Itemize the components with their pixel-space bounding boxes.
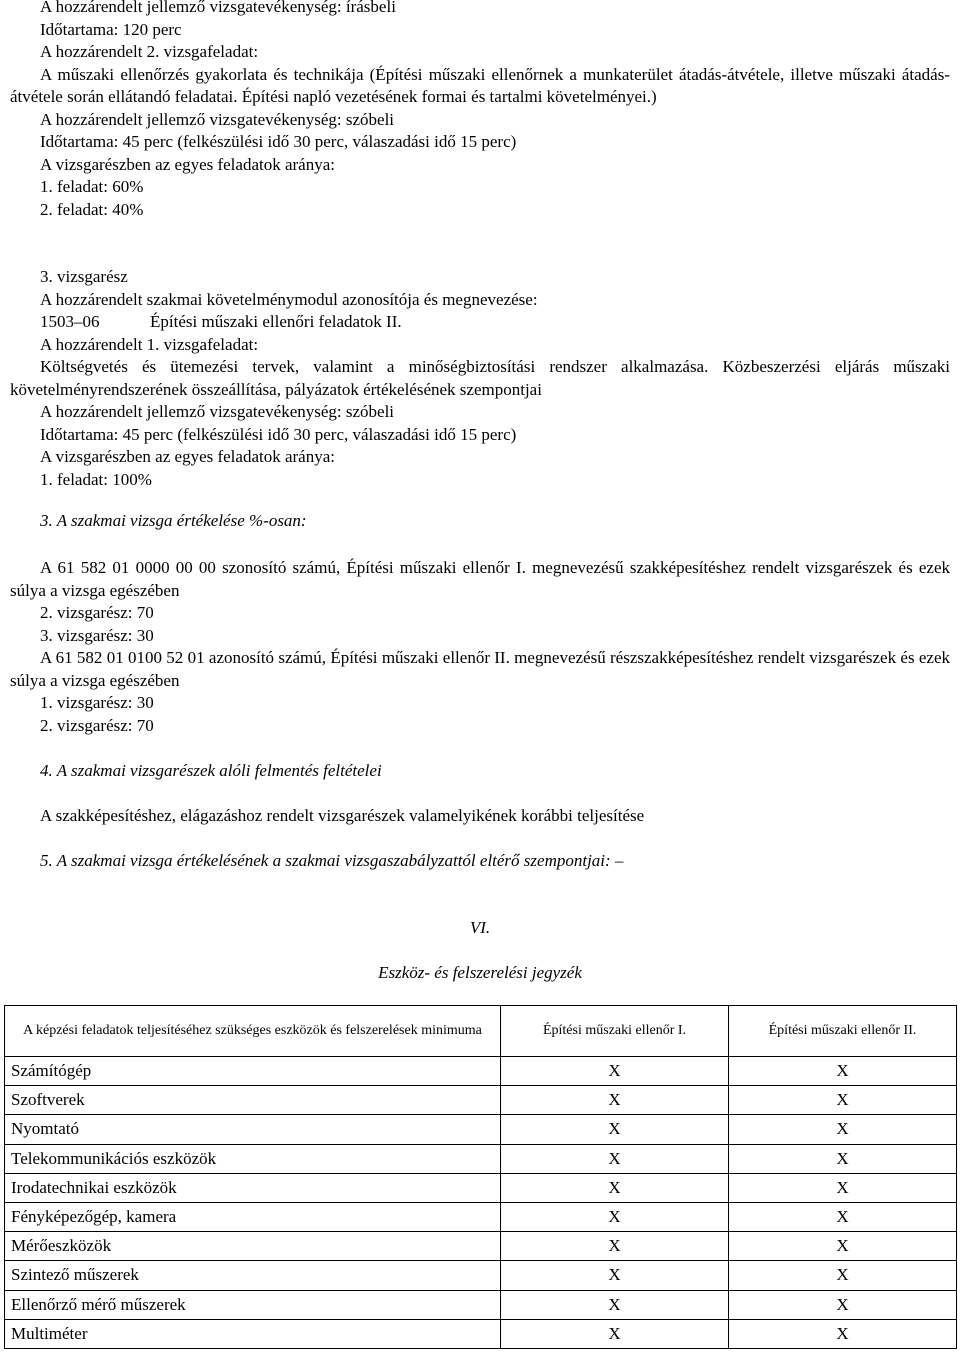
- module-name: Építési műszaki ellenőri feladatok II.: [150, 312, 402, 331]
- part-3-heading: 3. vizsgarész: [40, 267, 128, 286]
- equipment-name: Számítógép: [5, 1057, 501, 1086]
- evaluation-section: [10, 557, 950, 737]
- deviation-heading: 5. A szakmai vizsga értékelésének a szakmai vizsgaszabályzattól eltérő szempontjai: –: [40, 851, 624, 870]
- mark-level-2: X: [729, 1057, 957, 1086]
- part-3-ratio-label: A vizsgarészben az egyes feladatok aránya:: [40, 447, 335, 466]
- mark-level-1: X: [501, 1290, 729, 1319]
- table-row: [5, 1319, 957, 1348]
- module-row: [10, 311, 950, 334]
- section-title: Eszköz- és felszerelési jegyzék: [378, 963, 582, 982]
- mark-level-1: X: [501, 1261, 729, 1290]
- part-3-ratio-1: 1. feladat: 100%: [40, 469, 152, 489]
- equipment-table: [4, 1005, 957, 1349]
- duration-oral: Időtartama: 45 perc (felkészülési idő 30 perc, válaszadási idő 15 perc): [40, 132, 517, 151]
- equipment-name: Multiméter: [5, 1319, 501, 1348]
- evaluation-para-1: A 61 582 01 0000 00 00 szonosító számú, Építési műszaki ellenőr I. megnevezésű szakképesítéshez rendelt vizsgarészek és ezek súlya a vizsga egészében: [10, 558, 950, 600]
- evaluation-p1-b: 3. vizsgarész: 30: [40, 625, 154, 645]
- evaluation-heading: 3. A szakmai vizsga értékelése %-osan:: [40, 511, 307, 530]
- module-code: 1503–06: [40, 312, 100, 331]
- mark-level-2: X: [729, 1173, 957, 1202]
- mark-level-1: X: [501, 1057, 729, 1086]
- table-row: [5, 1261, 957, 1290]
- module-label: A hozzárendelt szakmai követelménymodul azonosítója és megnevezése:: [40, 289, 538, 309]
- equipment-name: Ellenőrző mérő műszerek: [5, 1290, 501, 1319]
- table-row: [5, 1057, 957, 1086]
- part-3-task-text: Költségvetés és ütemezési tervek, valamint a minőségbiztosítási rendszer alkalmazása. Közbeszerzési eljárás műszaki követelményrendszerének összeállítása, pályázatok értékelésének szempontjai: [10, 357, 950, 399]
- evaluation-p2-a: 1. vizsgarész: 30: [40, 693, 154, 712]
- mark-level-1: X: [501, 1202, 729, 1231]
- ratio-task-2: 2. feladat: 40%: [40, 199, 144, 219]
- equipment-name: Fényképezőgép, kamera: [5, 1202, 501, 1231]
- header-level-2: Építési műszaki ellenőr II.: [729, 1006, 957, 1057]
- mark-level-1: X: [501, 1144, 729, 1173]
- part-3-task-label: A hozzárendelt 1. vizsgafeladat:: [40, 334, 259, 354]
- equipment-name: Mérőeszközök: [5, 1232, 501, 1261]
- table-row: [5, 1173, 957, 1202]
- table-header-row: [5, 1006, 957, 1057]
- header-equipment: A képzési feladatok teljesítéséhez szükséges eszközök és felszerelések minimuma: [5, 1006, 501, 1057]
- evaluation-para-2: A 61 582 01 0100 52 01 azonosító számú, Építési műszaki ellenőr II. megnevezésű részszakképesítéshez rendelt vizsgarészek és ezek súlya a vizsga egészében: [10, 648, 950, 690]
- mark-level-2: X: [729, 1144, 957, 1173]
- duration-written: Időtartama: 120 perc: [40, 19, 182, 39]
- equipment-name: Irodatechnikai eszközök: [5, 1173, 501, 1202]
- deviation-section: [10, 850, 950, 873]
- equipment-name: Nyomtató: [5, 1115, 501, 1144]
- evaluation-p1-a: 2. vizsgarész: 70: [40, 603, 154, 622]
- exemption-text-block: [10, 805, 950, 828]
- mark-level-1: X: [501, 1115, 729, 1144]
- part-3-activity: A hozzárendelt jellemző vizsgatevékenység: szóbeli: [40, 402, 395, 421]
- table-row: [5, 1290, 957, 1319]
- mark-level-1: X: [501, 1232, 729, 1261]
- mark-level-2: X: [729, 1202, 957, 1231]
- mark-level-1: X: [501, 1319, 729, 1348]
- table-row: [5, 1232, 957, 1261]
- table-row: [5, 1115, 957, 1144]
- exam-part-3: [10, 266, 950, 491]
- mark-level-2: X: [729, 1086, 957, 1115]
- part-3-duration: Időtartama: 45 perc (felkészülési idő 30 perc, válaszadási idő 15 perc): [40, 424, 517, 444]
- mark-level-1: X: [501, 1086, 729, 1115]
- task-description: A műszaki ellenőrzés gyakorlata és technikája (Építési műszaki ellenőrnek a munkaterület átadás-átvétele, illetve műszaki átadás-átvétele során ellátandó feladatai. Építési napló vezetésének formai és tartalmi követelményei.): [10, 64, 950, 106]
- ratio-task-1: 1. feladat: 60%: [40, 177, 144, 196]
- ratio-label: A vizsgarészben az egyes feladatok aránya:: [40, 154, 335, 174]
- table-row: [5, 1144, 957, 1173]
- exemption-heading: 4. A szakmai vizsgarészek alóli felmentés feltételei: [40, 761, 382, 780]
- activity-written: A hozzárendelt jellemző vizsgatevékenység: írásbeli: [40, 0, 396, 16]
- equipment-name: Szoftverek: [5, 1086, 501, 1115]
- top-section: [10, 0, 950, 221]
- mark-level-2: X: [729, 1115, 957, 1144]
- equipment-name: Szintező műszerek: [5, 1261, 501, 1290]
- mark-level-2: X: [729, 1319, 957, 1348]
- mark-level-2: X: [729, 1261, 957, 1290]
- mark-level-1: X: [501, 1173, 729, 1202]
- evaluation-p2-b: 2. vizsgarész: 70: [40, 715, 154, 735]
- table-row: [5, 1202, 957, 1231]
- exemption-text: A szakképesítéshez, elágazáshoz rendelt vizsgarészek valamelyikének korábbi teljesítése: [40, 806, 645, 825]
- activity-oral: A hozzárendelt jellemző vizsgatevékenység: szóbeli: [40, 109, 395, 129]
- mark-level-2: X: [729, 1232, 957, 1261]
- equipment-name: Telekommunikációs eszközök: [5, 1144, 501, 1173]
- mark-level-2: X: [729, 1290, 957, 1319]
- evaluation-heading-block: [10, 510, 950, 533]
- exemption-section: [10, 760, 950, 783]
- table-row: [5, 1086, 957, 1115]
- header-level-1: Építési műszaki ellenőr I.: [501, 1006, 729, 1057]
- section-roman: VI.: [469, 918, 491, 937]
- task-label-2: A hozzárendelt 2. vizsgafeladat:: [40, 42, 259, 61]
